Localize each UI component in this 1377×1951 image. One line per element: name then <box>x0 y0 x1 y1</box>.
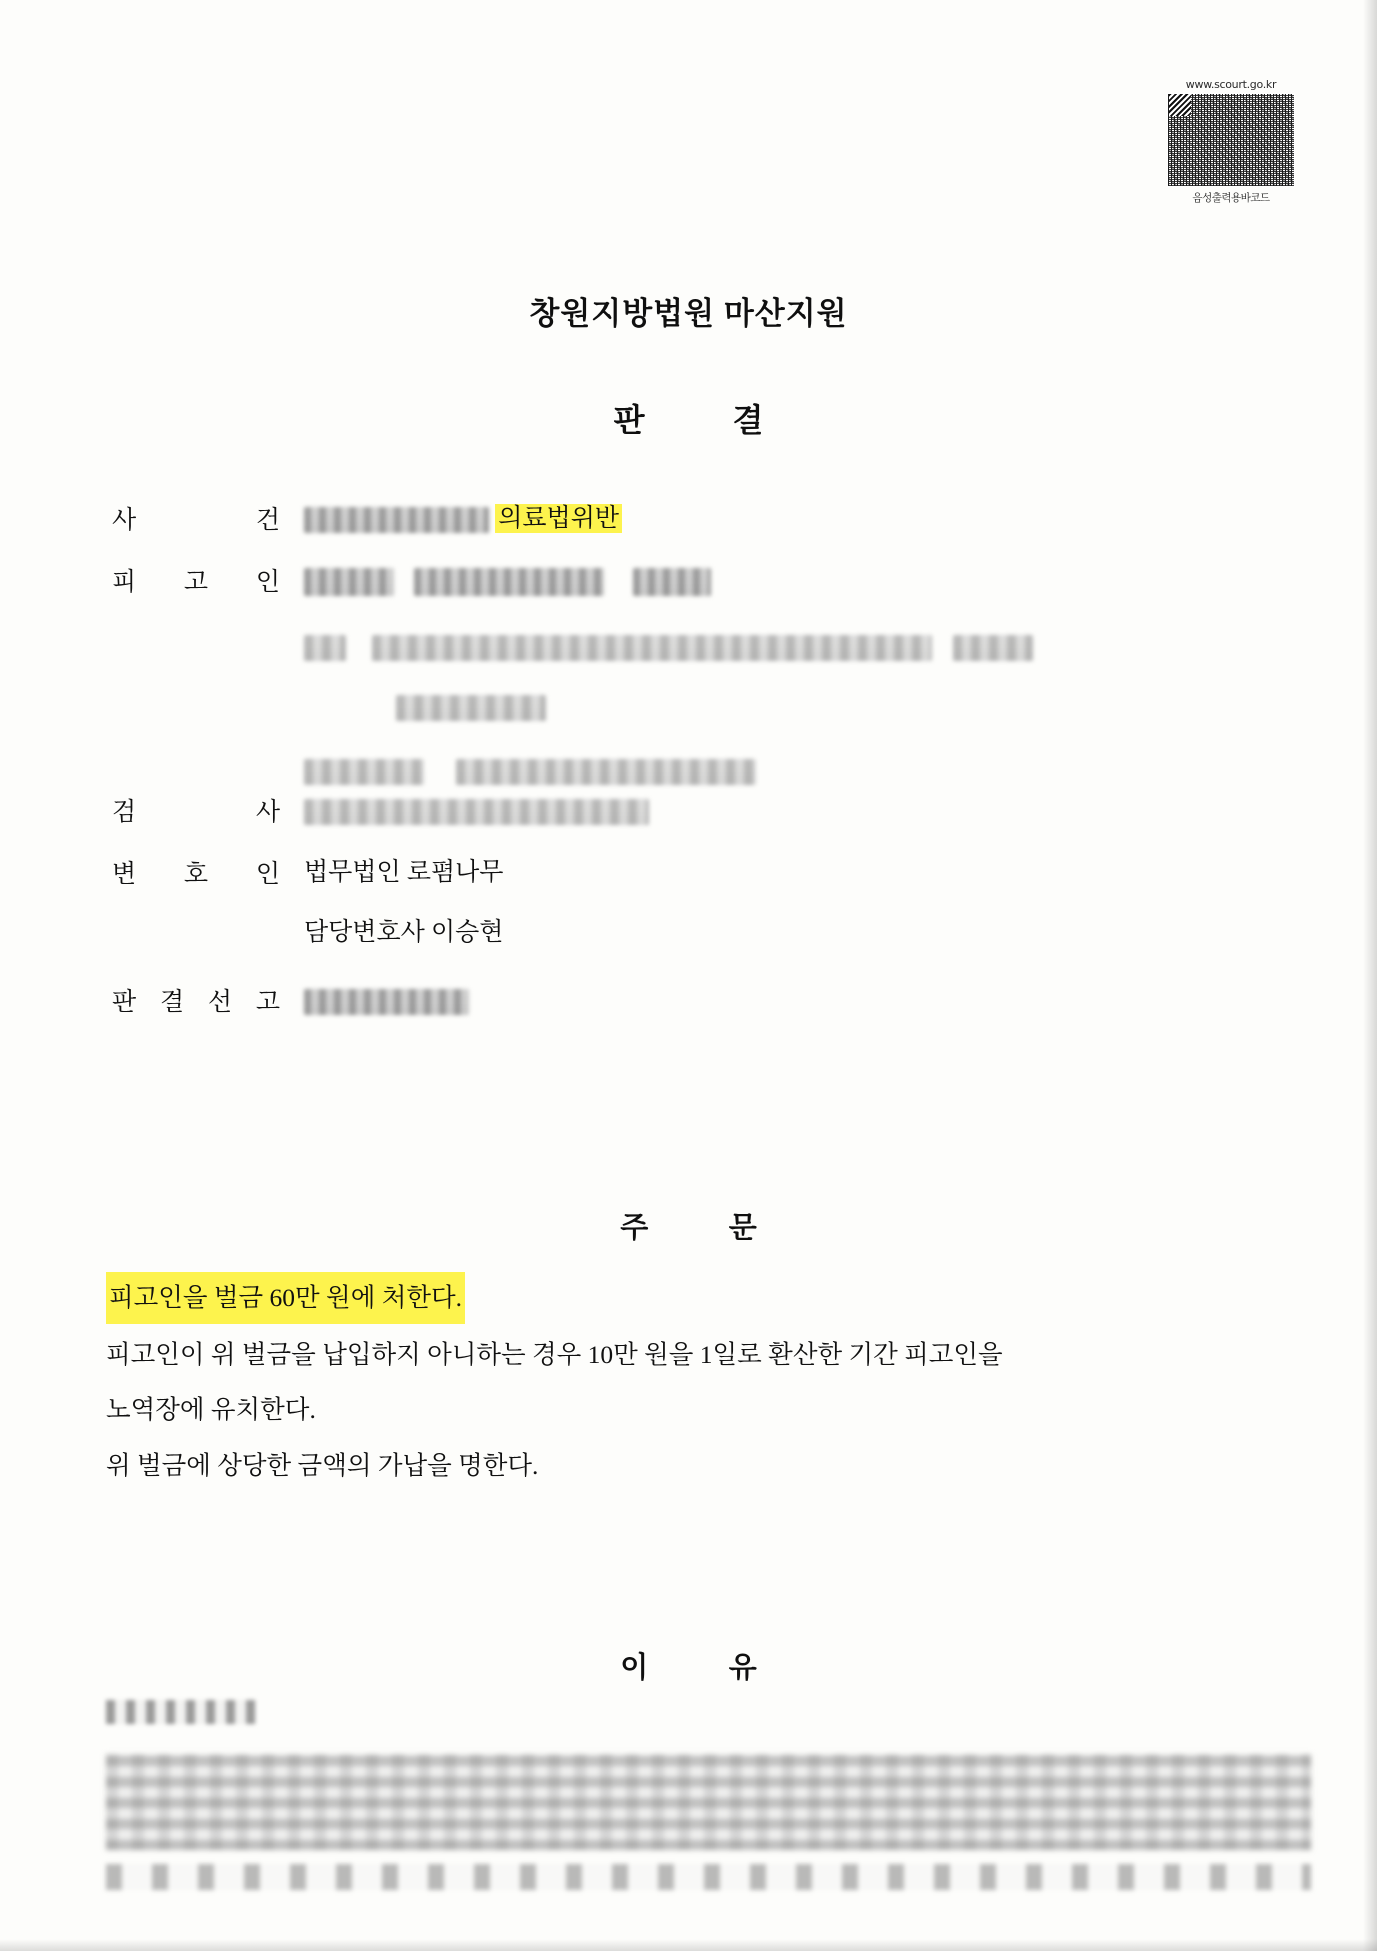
field-value-defense-counsel <box>304 854 503 950</box>
case-charge-highlight: 의료법위반 <box>495 504 622 533</box>
order-body <box>106 1272 1286 1497</box>
page-edge-shadow-right <box>1363 0 1377 1951</box>
order-line-3: 노역장에 유치한다. <box>106 1395 316 1425</box>
field-label-sentencing-date <box>112 982 304 1018</box>
field-label-defendant <box>112 562 304 598</box>
label-char: 사 <box>255 799 280 826</box>
label-char: 선 <box>207 989 233 1016</box>
label-char: 결 <box>159 989 185 1016</box>
reason-heading-char-1: 이 <box>620 1652 649 1684</box>
field-row-sentencing-date <box>112 982 1292 1044</box>
field-label-case-number <box>112 500 304 536</box>
order-line-1-wrap <box>106 1272 1286 1324</box>
label-char: 판 <box>112 989 137 1016</box>
redacted-address-line1 <box>372 635 932 661</box>
attorney-name: 담당변호사 이승현 <box>304 918 504 946</box>
barcode-url-text: www.scourt.go.kr <box>1185 78 1277 91</box>
label-char: 인 <box>255 569 280 596</box>
redacted-defendant-id <box>414 568 604 596</box>
page-edge-shadow-bottom <box>0 1939 1377 1951</box>
label-char: 피 <box>112 569 137 596</box>
title-char-2: 결 <box>732 402 764 438</box>
redacted-registry-label <box>304 759 424 785</box>
field-row-prosecutor <box>112 792 1292 854</box>
field-row-defense-counsel <box>112 854 1292 982</box>
label-char: 고 <box>183 569 209 596</box>
section-heading-reason <box>0 1645 1377 1686</box>
order-line-1: 피고인을 벌금 60만 원에 처한다. <box>106 1272 465 1324</box>
redacted-sentencing-date <box>304 989 469 1015</box>
redacted-reason-subheading <box>106 1700 256 1724</box>
redacted-address-line2 <box>396 695 546 721</box>
header-fields <box>112 500 1292 1044</box>
redacted-case-number <box>304 507 489 533</box>
barcode-corner-marker-icon <box>1169 94 1191 116</box>
reason-heading-char-2: 유 <box>728 1652 757 1684</box>
field-label-prosecutor <box>112 792 304 828</box>
page-title <box>0 395 1377 441</box>
field-row-defendant <box>112 562 1292 792</box>
law-firm-name: 법무법인 로폄나무 <box>304 859 504 886</box>
redacted-defendant-job <box>633 568 711 596</box>
field-value-case-number <box>304 500 622 536</box>
reason-body <box>106 1700 1316 1890</box>
order-line-4: 위 벌금에 상당한 금액의 가납을 명한다. <box>106 1451 539 1481</box>
label-char: 호 <box>183 861 209 888</box>
title-char-1: 판 <box>613 402 645 438</box>
field-value-defendant <box>304 562 1033 787</box>
redacted-address-line1-tail <box>953 635 1033 661</box>
section-heading-order <box>0 1205 1377 1246</box>
label-char: 검 <box>112 799 137 826</box>
order-heading-char-1: 주 <box>620 1212 649 1244</box>
field-label-defense-counsel <box>112 854 304 890</box>
redacted-address-label <box>304 635 346 661</box>
label-char: 변 <box>112 861 137 888</box>
court-name: 창원지방법원 마산지원 <box>529 296 848 331</box>
order-heading-char-2: 문 <box>728 1212 757 1244</box>
field-row-case-number <box>112 500 1292 562</box>
redacted-prosecutor <box>304 799 649 825</box>
redacted-reason-paragraph-2 <box>106 1864 1311 1890</box>
redacted-defendant-name <box>304 568 394 596</box>
order-line-2: 피고인이 위 벌금을 납입하지 아니하는 경우 10만 원을 1일로 환산한 기간 피고인을 <box>106 1339 1003 1369</box>
field-value-prosecutor <box>304 792 649 828</box>
field-value-sentencing-date <box>304 982 469 1018</box>
label-char: 건 <box>255 507 280 534</box>
barcode-icon <box>1167 93 1295 187</box>
label-char: 고 <box>255 989 280 1016</box>
barcode-caption: 음성출력용바코드 <box>1192 192 1270 204</box>
label-char: 인 <box>255 861 280 888</box>
redacted-reason-paragraph <box>106 1754 1311 1850</box>
label-char: 사 <box>112 507 137 534</box>
barcode-block <box>1167 78 1295 205</box>
redacted-registry-value <box>456 759 756 785</box>
